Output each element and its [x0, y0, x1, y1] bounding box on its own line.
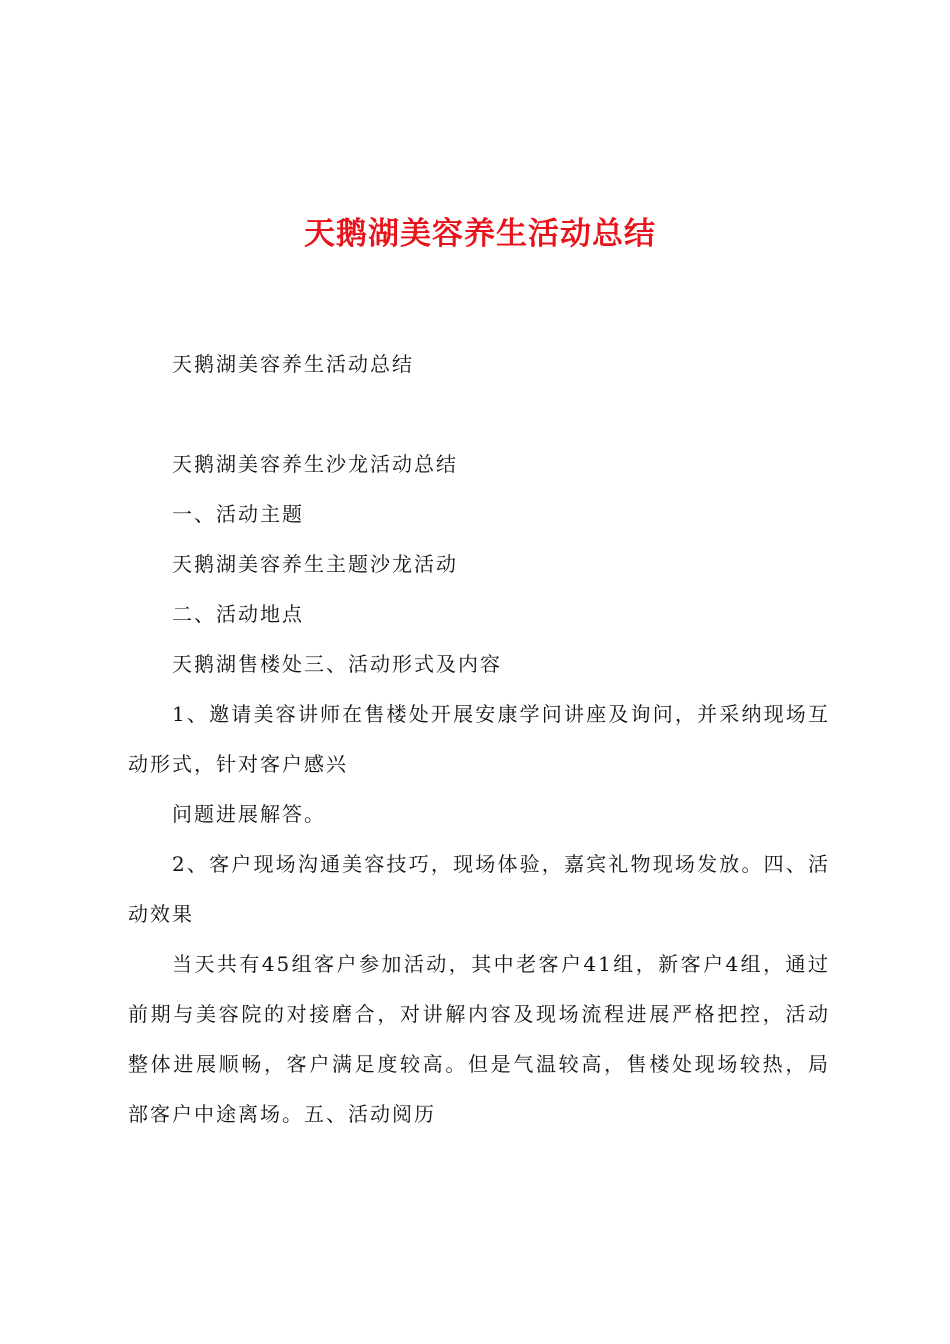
location-text: 天鹅湖售楼处三、活动形式及内容 — [172, 652, 502, 676]
section-heading-location: 二、活动地点 — [172, 602, 304, 626]
effect-paragraph: 当天共有45组客户参加活动，其中老客户41组，新客户4组，通过前期与美容院的对接磨合，对讲解内容及现场流程进展严格把控，活动整体进展顺畅，客户满足度较高。但是气温较高，售楼处现场较热，局部客户中途离场。五、活动阅历 — [128, 952, 830, 1126]
subtitle-line: 天鹅湖美容养生活动总结 — [172, 352, 414, 376]
item-2-paragraph: 2、客户现场沟通美容技巧，现场体验，嘉宾礼物现场发放。四、活动效果 — [128, 852, 830, 926]
section-heading-theme: 一、活动主题 — [172, 502, 304, 526]
item-1-continuation: 问题进展解答。 — [172, 802, 326, 826]
document-title: 天鹅湖美容养生活动总结 — [304, 216, 656, 252]
theme-text: 天鹅湖美容养生主题沙龙活动 — [172, 552, 458, 576]
item-1-paragraph: 1、邀请美容讲师在售楼处开展安康学问讲座及询问，并采纳现场互动形式，针对客户感兴 — [128, 702, 830, 776]
section-heading: 天鹅湖美容养生沙龙活动总结 — [172, 452, 458, 476]
